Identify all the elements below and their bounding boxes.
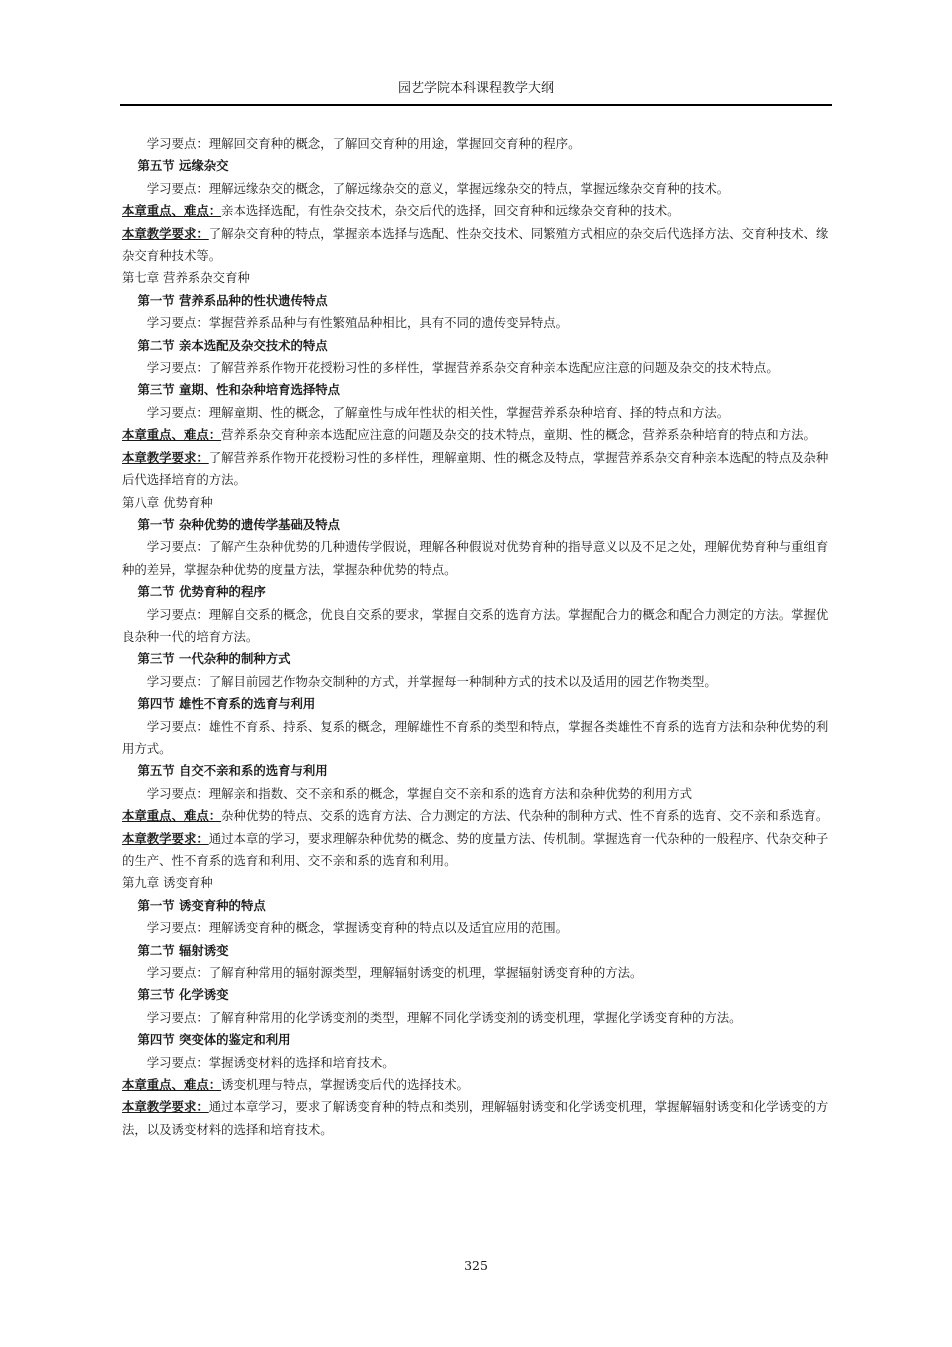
requirements-text: 了解杂交育种的特点，掌握亲本选择与选配、性杂交技术、同繁殖方式相应的杂交后代选择方法、交育种技术、缘杂交育种技术等。 — [122, 225, 829, 264]
key-points-label: 本章重点、难点： — [122, 808, 222, 824]
chapter-key-points — [122, 1074, 830, 1096]
chapter-key-points — [122, 424, 830, 446]
section-heading: 第三节 一代杂种的制种方式 — [137, 651, 291, 667]
page-header — [120, 78, 832, 106]
study-point-paragraph: 学习要点：理解亲和指数、交不亲和系的概念，掌握自交不亲和系的选育方法和杂种优势的利用方式 — [146, 785, 692, 801]
chapter-heading: 第八章 优势育种 — [122, 494, 213, 510]
key-points-text: 营养系杂交育种亲本选配应注意的问题及杂交的技术特点，童期、性的概念，营养系杂种培育的特点和方法。 — [221, 427, 816, 443]
section-heading: 第一节 诱变育种的特点 — [137, 897, 266, 913]
requirements-label: 本章教学要求： — [122, 1099, 209, 1115]
study-point-paragraph: 学习要点：理解童期、性的概念，了解童性与成年性状的相关性，掌握营养系杂种培育、择的特点和方法。 — [146, 404, 730, 420]
requirements-text: 通过本章学习，要求了解诱变育种的特点和类别，理解辐射诱变和化学诱变机理，掌握解辐射诱变和化学诱变的方法，以及诱变材料的选择和培育技术。 — [122, 1099, 829, 1137]
key-points-text: 诱变机理与特点，掌握诱变后代的选择技术。 — [221, 1077, 469, 1093]
chapter-teaching-requirements — [122, 447, 830, 492]
requirements-label: 本章教学要求： — [122, 449, 209, 465]
section-heading: 第五节 远缘杂交 — [137, 158, 229, 174]
study-point-paragraph: 学习要点：了解产生杂种优势的几种遗传学假说，理解各种假说对优势育种的指导意义以及不足之处，理解优势育种与重组育种的差异，掌握杂种优势的度量方法，掌握杂种优势的特点。 — [122, 539, 829, 577]
study-point-paragraph: 学习要点：了解育种常用的辐射源类型，理解辐射诱变的机理，掌握辐射诱变育种的方法。 — [146, 965, 643, 981]
section-heading: 第二节 亲本选配及杂交技术的特点 — [137, 337, 328, 353]
study-point-paragraph: 学习要点：理解远缘杂交的概念，了解远缘杂交的意义，掌握远缘杂交的特点，掌握远缘杂交育种的技术。 — [146, 180, 730, 196]
chapter-heading: 第七章 营养系杂交育种 — [122, 270, 250, 286]
section-heading: 第三节 童期、性和杂种培育选择特点 — [137, 382, 341, 398]
study-point-paragraph: 学习要点：了解育种常用的化学诱变剂的类型，理解不同化学诱变剂的诱变机理，掌握化学诱变育种的方法。 — [146, 1009, 742, 1025]
requirements-text: 了解营养系作物开花授粉习性的多样性，理解童期、性的概念及特点，掌握营养系杂交育种亲本选配的特点及杂种后代选择培育的方法。 — [122, 449, 829, 488]
chapter-key-points — [122, 200, 830, 222]
study-point-paragraph: 学习要点：理解回交育种的概念，了解回交育种的用途，掌握回交育种的程序。 — [146, 136, 581, 151]
section-heading: 第三节 化学诱变 — [137, 987, 229, 1003]
key-points-text: 杂种优势的特点、交系的选育方法、合力测定的方法、代杂种的制种方式、性不育系的选育、交不亲和系选育。 — [221, 808, 829, 824]
key-points-label: 本章重点、难点： — [122, 203, 222, 219]
section-heading: 第四节 雄性不育系的选育与利用 — [137, 696, 316, 712]
requirements-label: 本章教学要求： — [122, 225, 209, 241]
study-point-paragraph: 学习要点：理解诱变育种的概念，掌握诱变育种的特点以及适宜应用的范围。 — [146, 920, 569, 936]
chapter-heading: 第九章 诱变育种 — [122, 875, 213, 891]
section-heading: 第二节 辐射诱变 — [137, 942, 229, 958]
study-point-paragraph: 学习要点：雄性不育系、持系、复系的概念，理解雄性不育系的类型和特点，掌握各类雄性不育系的选育方法和杂种优势的利用方式。 — [122, 718, 829, 756]
requirements-label: 本章教学要求： — [122, 830, 209, 846]
header-title: 园艺学院本科课程教学大纲 — [397, 81, 554, 96]
chapter-teaching-requirements — [122, 223, 830, 268]
chapter-key-points — [122, 805, 830, 827]
study-point-paragraph: 学习要点：掌握诱变材料的选择和培育技术。 — [146, 1054, 395, 1070]
chapter-teaching-requirements — [122, 1096, 830, 1141]
section-heading: 第一节 营养系品种的性状遗传特点 — [137, 292, 328, 308]
study-point-paragraph: 学习要点：掌握营养系品种与有性繁殖品种相比，具有不同的遗传变异特点。 — [146, 315, 569, 331]
key-points-text: 亲本选择选配，有性杂交技术，杂交后代的选择，回交育种和远缘杂交育种的技术。 — [221, 203, 680, 219]
page-number: 325 — [464, 1258, 488, 1273]
study-point-paragraph: 学习要点：了解目前园艺作物杂交制种的方式，并掌握每一种制种方式的技术以及适用的园艺作物类型。 — [146, 673, 717, 689]
section-heading: 第四节 突变体的鉴定和利用 — [137, 1032, 291, 1048]
key-points-label: 本章重点、难点： — [122, 427, 222, 443]
page-footer — [0, 1258, 952, 1273]
chapter-teaching-requirements — [122, 828, 830, 873]
section-heading: 第一节 杂种优势的遗传学基础及特点 — [137, 516, 341, 532]
study-point-paragraph: 学习要点：理解自交系的概念，优良自交系的要求，掌握自交系的选育方法。掌握配合力的概念和配合力测定的方法。掌握优良杂种一代的培育方法。 — [122, 606, 829, 644]
key-points-label: 本章重点、难点： — [122, 1077, 222, 1093]
requirements-text: 通过本章的学习，要求理解杂种优势的概念、势的度量方法、传机制。掌握选育一代杂种的一般程序、代杂交种子的生产、性不育系的选育和利用、交不亲和系的选育和利用。 — [122, 830, 829, 868]
document-body — [122, 133, 830, 1141]
study-point-paragraph: 学习要点：了解营养系作物开花授粉习性的多样性，掌握营养系杂交育种亲本选配应注意的问题及杂交的技术特点。 — [146, 360, 779, 376]
section-heading: 第五节 自交不亲和系的选育与利用 — [137, 763, 328, 779]
section-heading: 第二节 优势育种的程序 — [137, 584, 266, 600]
